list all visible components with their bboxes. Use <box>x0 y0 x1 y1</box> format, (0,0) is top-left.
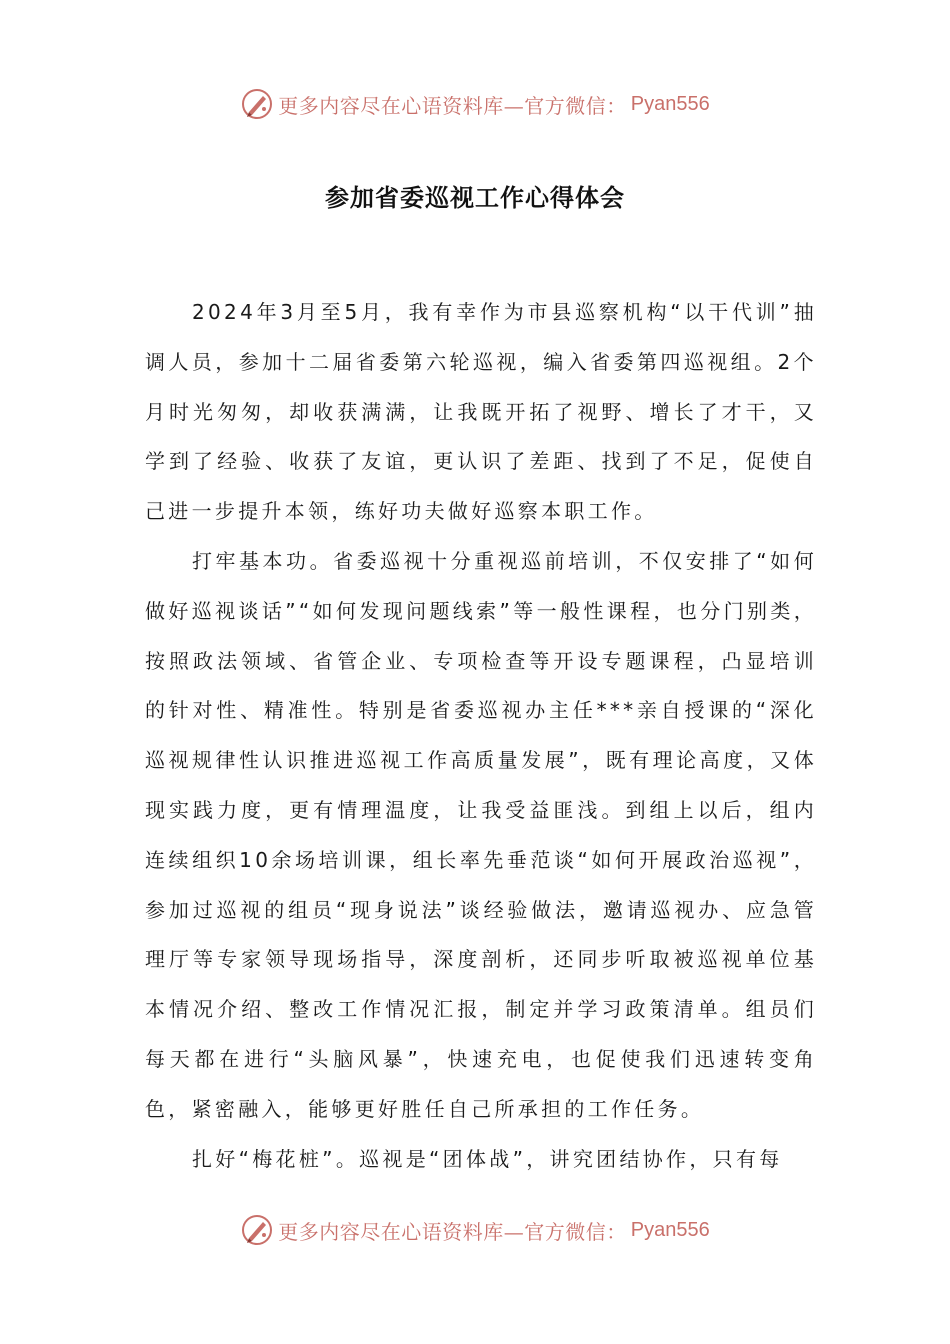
banner-text: 更多内容尽在心语资料库—官方微信： <box>278 1219 627 1244</box>
pen-logo-icon <box>240 87 274 121</box>
document-title: 参加省委巡视工作心得体会 <box>325 183 625 212</box>
document-body <box>145 288 817 1184</box>
footer-banner <box>0 1210 950 1250</box>
paragraph-teamwork: 扎好“梅花桩”。巡视是“团体战”，讲究团结协作，只有每 <box>192 1146 783 1171</box>
pen-logo-icon <box>240 1213 274 1247</box>
paragraph-basic-skills: 打牢基本功。省委巡视十分重视巡前培训，不仅安排了“如何做好巡视谈话”“如何发现问题线索”等一般性课程，也分门别类，按照政法领域、省管企业、专项检查等开设专题课程，凸显培训的针对性、精准性。特别是省委巡视办主任***亲自授课的“深化巡视规律性认识推进巡视工作高质量发展”，既有理论高度，又体现实践力度，更有情理温度，让我受益匪浅。到组上以后，组内连续组织10余场培训课，组长率先垂范谈“如何开展政治巡视”，参加过巡视的组员“现身说法”谈经验做法，邀请巡视办、应急管理厅等专家领导现场指导，深度剖析，还同步听取被巡视单位基本情况介绍、整改工作情况汇报，制定并学习政策清单。组员们每天都在进行“头脑风暴”，快速充电，也促使我们迅速转变角色，紧密融入，能够更好胜任自己所承担的工作任务。 <box>145 548 817 1121</box>
banner-wechat-id: Pyan556 <box>630 92 710 115</box>
paragraph-intro: 2024年3月至5月，我有幸作为市县巡察机构“以干代训”抽调人员，参加十二届省委第六轮巡视，编入省委第四巡视组。2个月时光匆匆，却收获满满，让我既开拓了视野、增长了才干，又学到了经验、收获了友谊，更认识了差距、找到了不足，促使自己进一步提升本领，练好功夫做好巡察本职工作。 <box>145 300 817 524</box>
header-banner <box>0 84 950 124</box>
banner-wechat-id: Pyan556 <box>630 1218 710 1241</box>
banner-text: 更多内容尽在心语资料库—官方微信： <box>278 93 627 118</box>
